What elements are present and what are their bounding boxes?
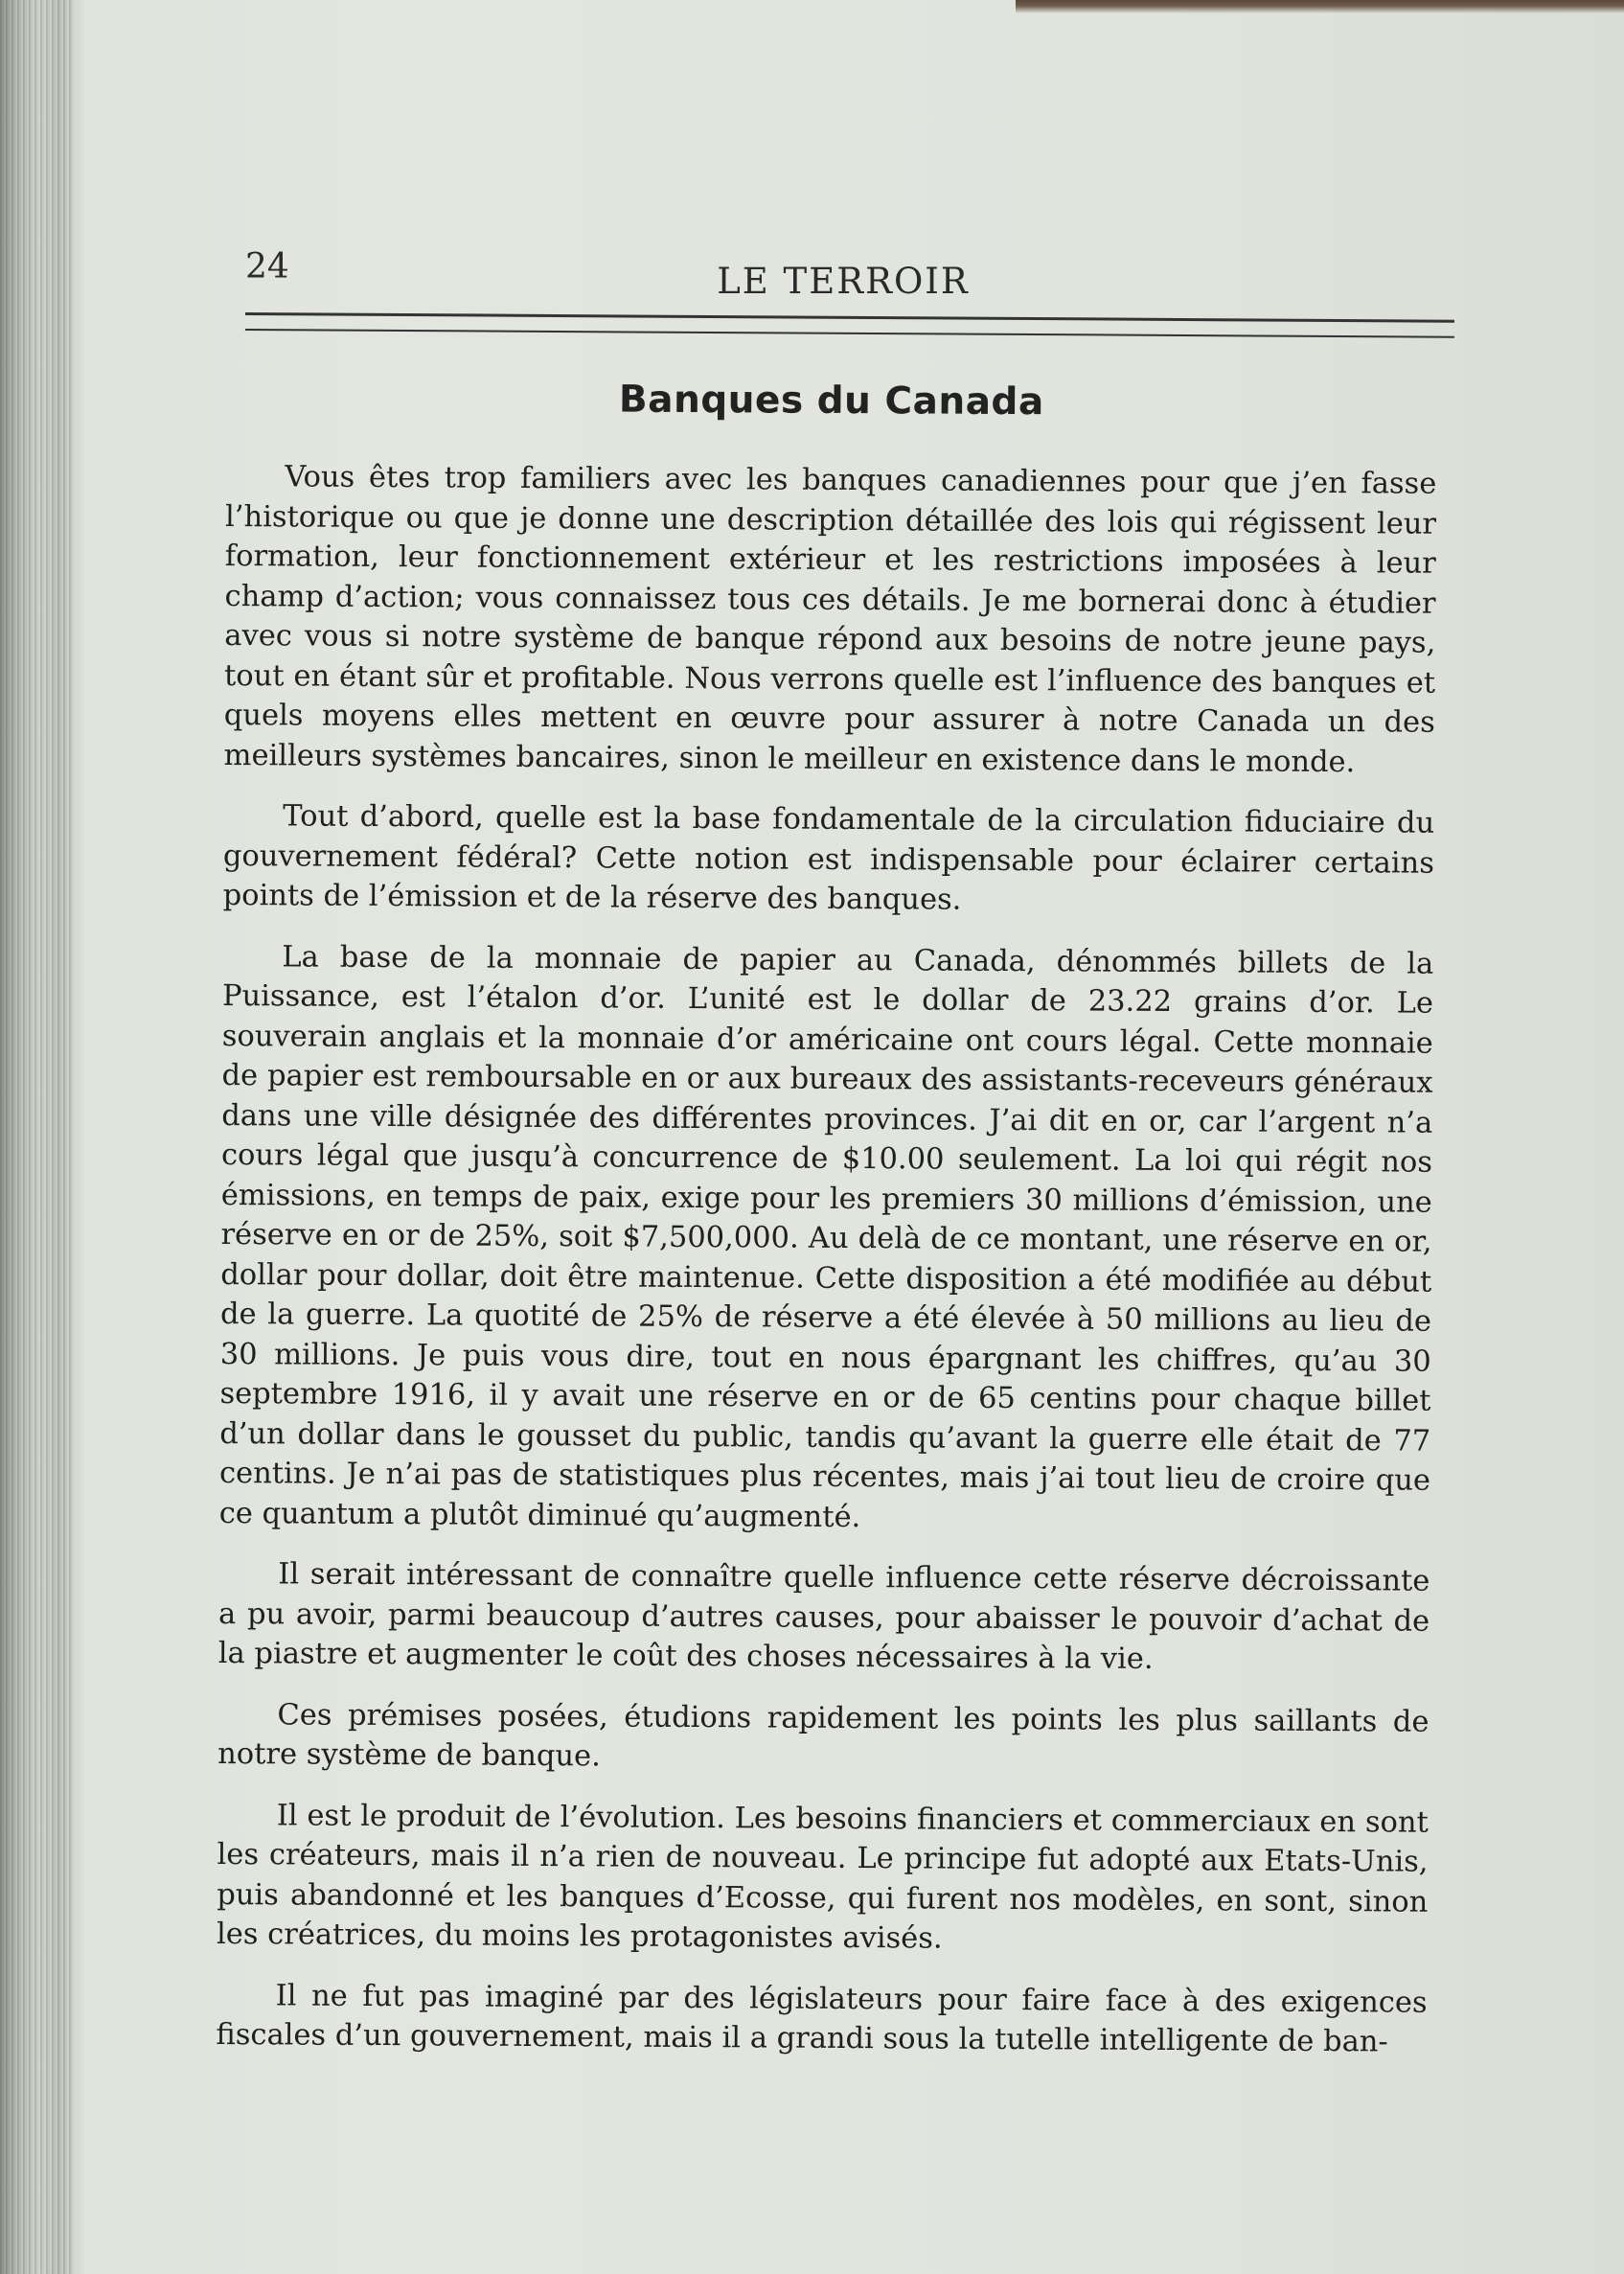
paragraph-1: Vous êtes trop familiers avec les banques canadiennes pour que j’en fasse l’historique ou que je donne une description détaillée des lois qui régissent leur formation, leur fonctionnement extérieur et les restrictions imposées à leur champ d’action; vous connaissez tous ces détails. Je me bornerai donc à étudier avec vous si notre système de banque répond aux besoins de notre jeune pays, tout en étant sûr et profitable. Nous verrons quelle est l’influence des banques et quels moyens elles mettent en œuvre pour assurer à notre Canada un des meilleurs systèmes bancaires, sinon le meilleur en existence dans le monde. [223, 460, 1437, 779]
article-title: Banques du Canada [618, 378, 1044, 425]
paragraph-6: Il est le produit de l’évolution. Les besoins financiers et commerciaux en sont les créateurs, mais il n’a rien de nouveau. Le principe fut adopté aux Etats-Unis, puis abandonné et les banques d’Ecosse, qui furent nos modèles, en sont, sinon les créatrices, du moins les protagonistes avisés. [216, 1798, 1429, 1956]
paragraph-7: Il ne fut pas imaginé par des législateurs pour faire face à des exigences fiscales d’un gouvernement, mais il a grandi sous la tutelle intelligente de ban- [216, 1978, 1428, 2059]
paragraph-2: Tout d’abord, quelle est la base fondamentale de la circulation fiduciaire du gouvernement fédéral? Cette notion est indispensable pour éclairer certains points de l’émission et de la réserve des banques. [222, 799, 1435, 917]
page-number: 24 [245, 247, 289, 287]
paragraph-3: La base de la monnaie de papier au Canada, dénommés billets de la Puissance, est l’étalon d’or. L’unité est le dollar de 23.22 grains d’or. Le souverain anglais et la monnaie d’or américaine ont cours légal. Cette monnaie de papier est remboursable en or aux bureaux des assistants-receveurs généraux dans une ville désignée des différentes provinces. J’ai dit en or, car l’argent n’a cours légal que jusqu’à concurrence de $10.00 seulement. La loi qui régit nos émissions, en temps de paix, exige pour les premiers 30 millions d’émission, une réserve en or de 25%, soit $7,500,000. Au delà de ce montant, une réserve en or, dollar pour dollar, doit être maintenue. Cette disposition a été modifiée au début de la guerre. La quotité de 25% de réserve a été élevée à 50 millions au lieu de 30 millions. Je puis vous dire, tout en nous épargnant les chiffres, qu’au 30 septembre 1916, il y avait une réserve en or de 65 centins pour chaque billet d’un dollar dans le gousset du public, tandis qu’avant la guerre elle était de 77 centins. Je n’ai pas de statistiques plus récentes, mais j’ai tout lieu de croire que ce quantum a plutôt diminué qu’augmenté. [218, 939, 1434, 1534]
running-title: LE TERROIR [717, 261, 970, 302]
article [216, 376, 1437, 2083]
cover-edge [1016, 0, 1624, 13]
paragraph-4: Il serait intéressant de connaître quelle influence cette réserve décroissante a pu avoir, parmi beaucoup d’autres causes, pour abaisser le pouvoir d’achat de la piastre et augmenter le coût des choses nécessaires à la vie. [217, 1557, 1430, 1676]
book-spine [0, 0, 75, 2274]
paragraph-5: Ces prémises posées, étudions rapidement les points les plus saillants de notre système de banque. [217, 1697, 1430, 1774]
